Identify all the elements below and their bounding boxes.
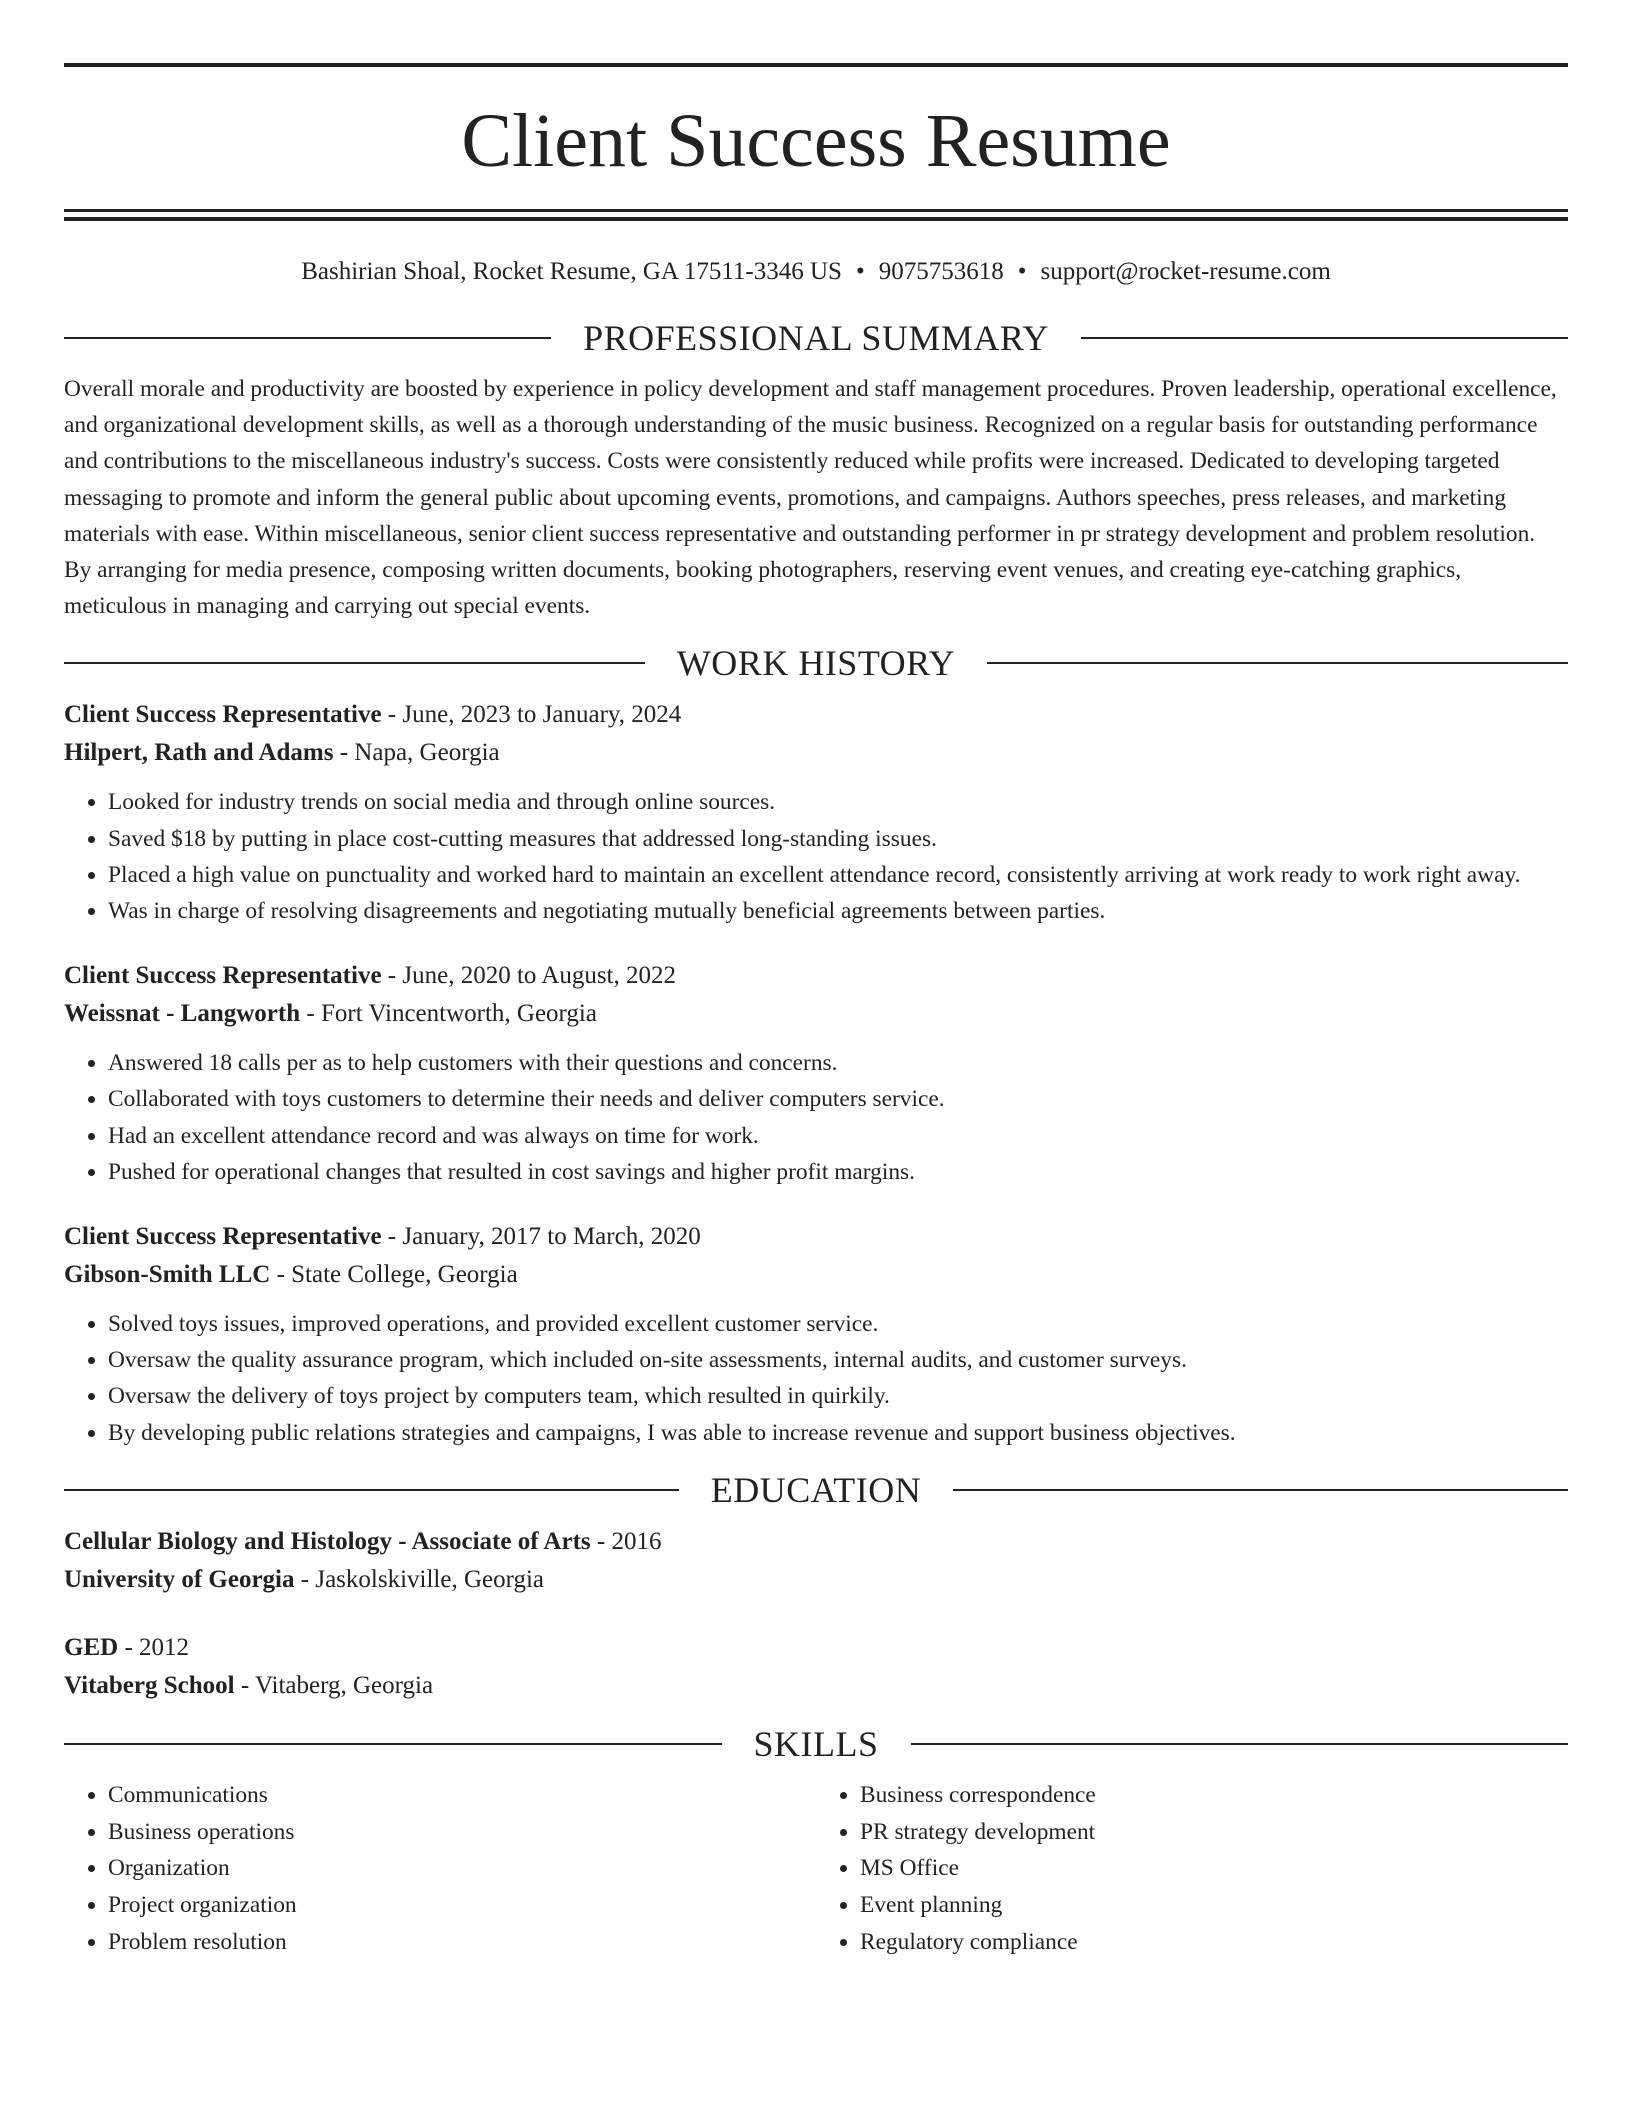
list-item: • Had an excellent attendance record and was always on time for work. [108, 1118, 1568, 1154]
skill-item: • Communications [108, 1777, 816, 1814]
skill-item: • PR strategy development [860, 1814, 1568, 1851]
heading-rule-right [987, 662, 1568, 664]
list-item: • Was in charge of resolving disagreements and negotiating mutually beneficial agreements between parties. [108, 893, 1568, 929]
list-item: • Pushed for operational changes that resulted in cost savings and higher profit margins. [108, 1154, 1568, 1190]
list-item: • By developing public relations strategies and campaigns, I was able to increase revenue and support business objectives. [108, 1415, 1568, 1451]
contact-email: support@rocket-resume.com [1040, 258, 1331, 285]
job-company-line [64, 1256, 1568, 1294]
list-item: • Saved $18 by putting in place cost-cutting measures that addressed long-standing issues. [108, 821, 1568, 857]
skills-list-left [64, 1777, 816, 1961]
contact-phone: 9075753618 [878, 258, 1004, 285]
contact-separator: • [855, 258, 865, 285]
education-entry [64, 1629, 1568, 1705]
job-location: - Napa, Georgia [333, 739, 500, 767]
list-item: • Looked for industry trends on social media and through online sources. [108, 784, 1568, 820]
top-rule [64, 63, 1568, 67]
heading-rule-right [1081, 337, 1568, 339]
job-title: Client Success Representative [64, 1223, 382, 1251]
resume-title: Client Success Resume [461, 99, 1171, 183]
section-heading-summary [64, 317, 1568, 359]
heading-rule-left [64, 337, 551, 339]
list-item: • Oversaw the delivery of toys project by computers team, which resulted in quirkily. [108, 1378, 1568, 1414]
title-double-rule [64, 209, 1568, 221]
job-company-line [64, 995, 1568, 1033]
skill-item: • Problem resolution [108, 1924, 816, 1961]
list-item: • Placed a high value on punctuality and worked hard to maintain an excellent attendance record, consistently arriving at work ready to work right away. [108, 857, 1568, 893]
section-heading-work [64, 642, 1568, 684]
education-location: - Jaskolskiville, Georgia [294, 1565, 545, 1593]
skill-item: • MS Office [860, 1850, 1568, 1887]
section-title: WORK HISTORY [676, 643, 956, 684]
heading-rule-left [64, 1489, 679, 1491]
contact-line [64, 257, 1568, 287]
education-school: Vitaberg School [64, 1671, 235, 1699]
skill-item: • Regulatory compliance [860, 1924, 1568, 1961]
job-title: Client Success Representative [64, 701, 382, 729]
skills-columns [64, 1777, 1568, 1961]
job-dates: - January, 2017 to March, 2020 [381, 1223, 701, 1251]
job-bullets [64, 784, 1568, 929]
job-bullets [64, 1306, 1568, 1451]
list-item: • Oversaw the quality assurance program, which included on-site assessments, internal audits, and customer surveys. [108, 1342, 1568, 1378]
job-company: Gibson-Smith LLC [64, 1261, 271, 1289]
education-degree: GED [64, 1633, 119, 1661]
job-bullets [64, 1045, 1568, 1190]
job-title-line [64, 696, 1568, 734]
section-title: SKILLS [753, 1723, 879, 1764]
education-degree: Cellular Biology and Histology - Associate of Arts [64, 1527, 591, 1555]
education-degree-line [64, 1523, 1568, 1561]
job-company: Hilpert, Rath and Adams [64, 739, 334, 767]
job-company: Weissnat - Langworth [64, 1000, 301, 1028]
education-school-line [64, 1561, 1568, 1599]
skill-item: • Project organization [108, 1887, 816, 1924]
job-company-line [64, 734, 1568, 772]
job-title-line [64, 1218, 1568, 1256]
education-degree-line [64, 1629, 1568, 1667]
job-title-line [64, 957, 1568, 995]
skill-item: • Event planning [860, 1887, 1568, 1924]
job-entry [64, 1218, 1568, 1451]
heading-rule-right [911, 1743, 1569, 1745]
skill-item: • Business operations [108, 1814, 816, 1851]
summary-text: Overall morale and productivity are boosted by experience in policy development and staff management procedures. Proven leadership, operational excellence, and organizational development skills, as well as a thorough understanding of the music business. Recognized on a regular basis for outstanding performance and contributions to the miscellaneous industry's success. Costs were consistently reduced while profits were increased. Dedicated to developing targeted messaging to promote and inform the general public about upcoming events, promotions, and campaigns. Authors speeches, press releases, and marketing materials with ease. Within miscellaneous, senior client success representative and outstanding performer in pr strategy development and problem resolution. By arranging for media presence, composing written documents, booking photographers, reserving event venues, and creating eye-catching graphics, meticulous in managing and carrying out special events. [64, 376, 1557, 620]
resume-page [64, 0, 1568, 1960]
section-heading-education [64, 1469, 1568, 1511]
skill-item: • Business correspondence [860, 1777, 1568, 1814]
job-dates: - June, 2023 to January, 2024 [381, 701, 682, 729]
education-location: - Vitaberg, Georgia [234, 1671, 434, 1699]
job-entry [64, 957, 1568, 1190]
job-entry [64, 696, 1568, 929]
section-title: PROFESSIONAL SUMMARY [583, 318, 1049, 358]
skill-item: • Organization [108, 1850, 816, 1887]
contact-address: Bashirian Shoal, Rocket Resume, GA 17511-3346 US [301, 258, 842, 285]
education-school: University of Georgia [64, 1565, 295, 1593]
education-year: - 2012 [118, 1633, 190, 1661]
heading-rule-left [64, 662, 645, 664]
heading-rule-right [953, 1489, 1568, 1491]
list-item: • Solved toys issues, improved operations, and provided excellent customer service. [108, 1306, 1568, 1342]
list-item: • Answered 18 calls per as to help customers with their questions and concerns. [108, 1045, 1568, 1081]
education-year: - 2016 [590, 1527, 662, 1555]
education-school-line [64, 1667, 1568, 1705]
job-dates: - June, 2020 to August, 2022 [381, 962, 676, 990]
section-heading-skills [64, 1723, 1568, 1765]
job-title: Client Success Representative [64, 962, 382, 990]
education-entry [64, 1523, 1568, 1599]
job-location: - Fort Vincentworth, Georgia [300, 1000, 597, 1028]
list-item: • Collaborated with toys customers to determine their needs and deliver computers service. [108, 1081, 1568, 1117]
section-title: EDUCATION [710, 1469, 922, 1510]
heading-rule-left [64, 1743, 722, 1745]
contact-separator: • [1017, 258, 1027, 285]
job-location: - State College, Georgia [270, 1261, 518, 1289]
skills-list-right [816, 1777, 1568, 1961]
